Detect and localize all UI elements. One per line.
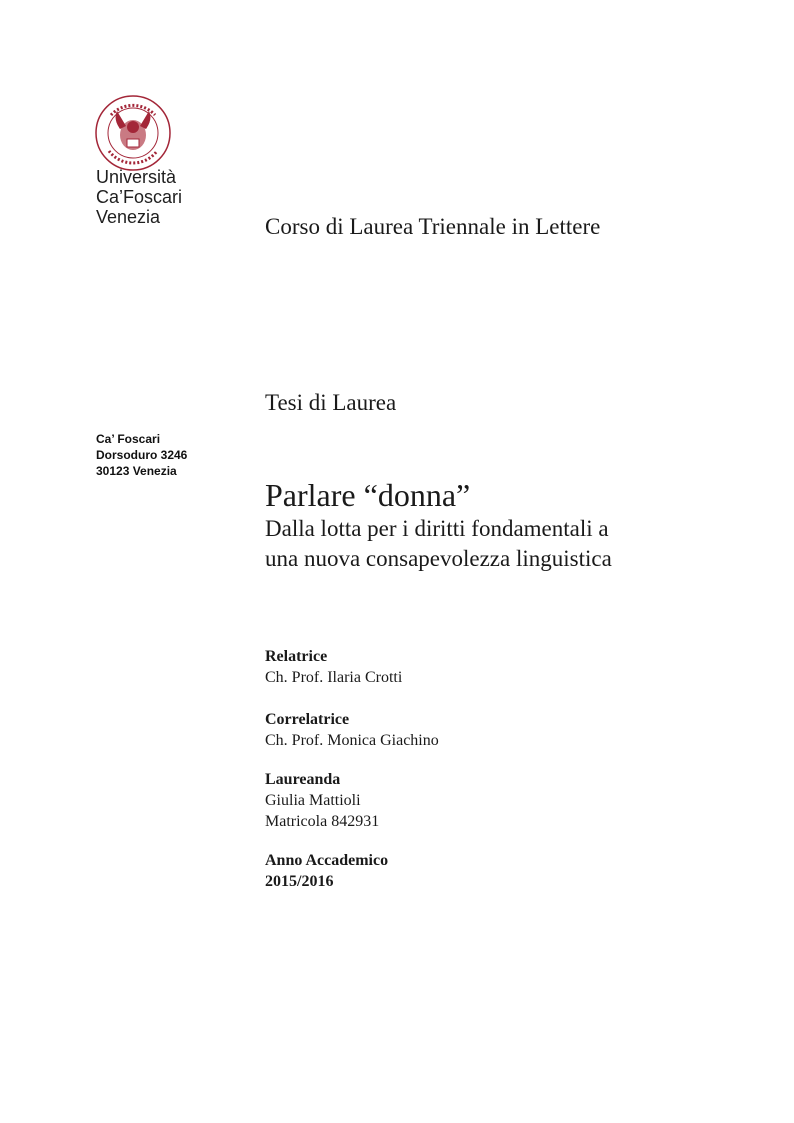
address-line: Dorsoduro 3246: [96, 448, 188, 462]
university-seal-logo: [93, 93, 173, 173]
university-name-line: Venezia: [96, 207, 161, 227]
laureanda-name: Giulia Mattioli: [265, 792, 361, 809]
relatrice-label: Relatrice: [265, 648, 328, 665]
subtitle-line: Dalla lotta per i diritti fondamentali a: [265, 516, 609, 541]
university-name-line: Università: [96, 167, 177, 187]
anno-value: 2015/2016: [265, 873, 334, 890]
address-line: 30123 Venezia: [96, 464, 177, 478]
correlatrice-block: [265, 709, 439, 751]
relatrice-name: Ch. Prof. Ilaria Crotti: [265, 669, 403, 686]
thesis-subtitle: [265, 514, 612, 574]
university-name-line: Ca’Foscari: [96, 187, 183, 207]
relatrice-block: [265, 646, 402, 688]
subtitle-line: una nuova consapevolezza linguistica: [265, 546, 612, 571]
laureanda-block: [265, 769, 379, 832]
course-name: Corso di Laurea Triennale in Lettere: [265, 214, 601, 239]
laureanda-matricola: Matricola 842931: [265, 813, 380, 830]
university-address: [96, 431, 187, 479]
correlatrice-name: Ch. Prof. Monica Giachino: [265, 732, 439, 749]
thesis-title: Parlare “donna”: [265, 477, 471, 513]
anno-label: Anno Accademico: [265, 852, 389, 869]
university-name: [96, 167, 182, 227]
laureanda-label: Laureanda: [265, 771, 341, 788]
correlatrice-label: Correlatrice: [265, 711, 350, 728]
thesis-label: Tesi di Laurea: [265, 390, 397, 415]
address-line: Ca’ Foscari: [96, 432, 161, 446]
anno-block: [265, 850, 388, 892]
